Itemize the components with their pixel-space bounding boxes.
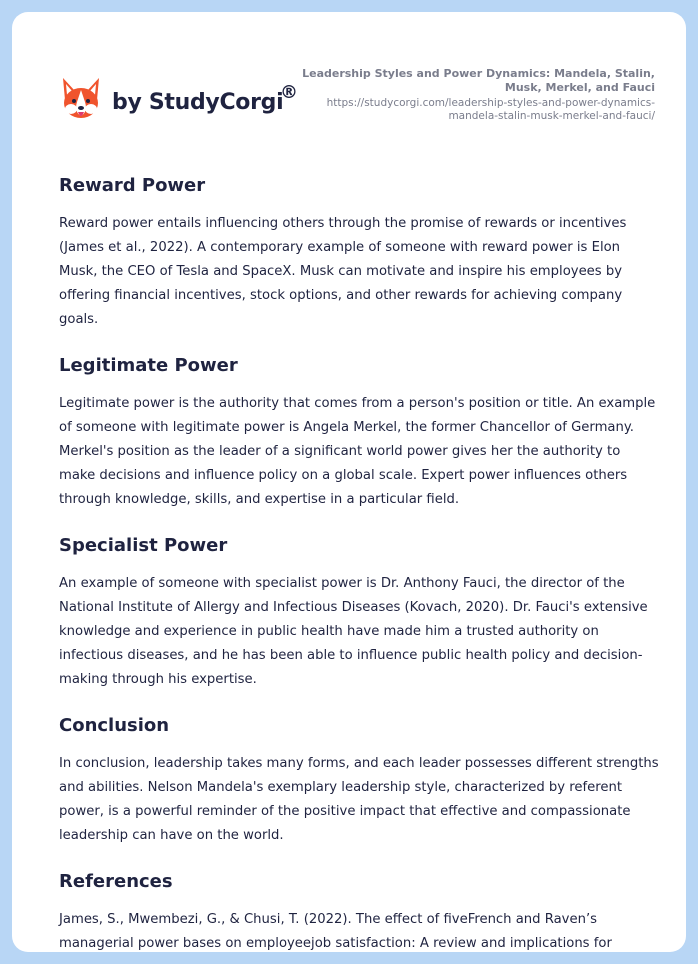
document-body: [59, 174, 659, 952]
section-heading-conclusion: Conclusion: [59, 715, 170, 736]
registered-mark: ®: [280, 82, 298, 103]
section-text-reward-power: Reward power entails influencing others through the promise of rewards or incentives (James et al., 2022). A contemporary example of someone with reward power is Elon Musk, the CEO of Tesla and SpaceX. Musk can motivate and inspire his employees by offering financial incentives, stock options, and other rewards for achieving company goals.: [59, 216, 627, 327]
document-meta: [295, 67, 655, 123]
section-text-legitimate-power: Legitimate power is the authority that comes from a person's position or title. An example of someone with legitimate power is Angela Merkel, the former Chancellor of Germany. Merkel's position as the leader of a significant world power gives her the authority to make decisions and influence policy on a global scale. Expert power influences others through knowledge, skills, and expertise in a particular field.: [59, 396, 656, 507]
reference-entry: James, S., Mwembezi, G., & Chusi, T. (2022). The effect of fiveFrench and Raven’s managerial power bases on employeejob satisfaction: A review and implications for: [59, 912, 612, 951]
studycorgi-logo[interactable]: [60, 76, 298, 122]
section-heading-references: References: [59, 871, 173, 892]
logo-wordmark: by StudyCorgi: [112, 89, 284, 115]
corgi-icon: [60, 76, 102, 122]
section-text-specialist-power: An example of someone with specialist power is Dr. Anthony Fauci, the director of the National Institute of Allergy and Infectious Diseases (Kovach, 2020). Dr. Fauci's extensive knowledge and experience in public health have made him a trusted authority on infectious diseases, and he has been able to influence public health policy and decision-making through his expertise.: [59, 576, 648, 687]
section-heading-legitimate-power: Legitimate Power: [59, 355, 238, 376]
section-heading-reward-power: Reward Power: [59, 175, 206, 196]
document-title: Leadership Styles and Power Dynamics: Mandela, Stalin, Musk, Merkel, and Fauci: [302, 67, 655, 94]
document-url[interactable]: https://studycorgi.com/leadership-styles-and-power-dynamics-mandela-stalin-musk-merkel-and-fauci/: [326, 97, 655, 122]
document-page: [12, 12, 686, 952]
section-text-conclusion: In conclusion, leadership takes many forms, and each leader possesses different strengths and abilities. Nelson Mandela's exemplary leadership style, characterized by referent power, is a powerful reminder of the positive impact that effective and compassionate leadership can have on the world.: [59, 756, 659, 843]
section-heading-specialist-power: Specialist Power: [59, 535, 228, 556]
